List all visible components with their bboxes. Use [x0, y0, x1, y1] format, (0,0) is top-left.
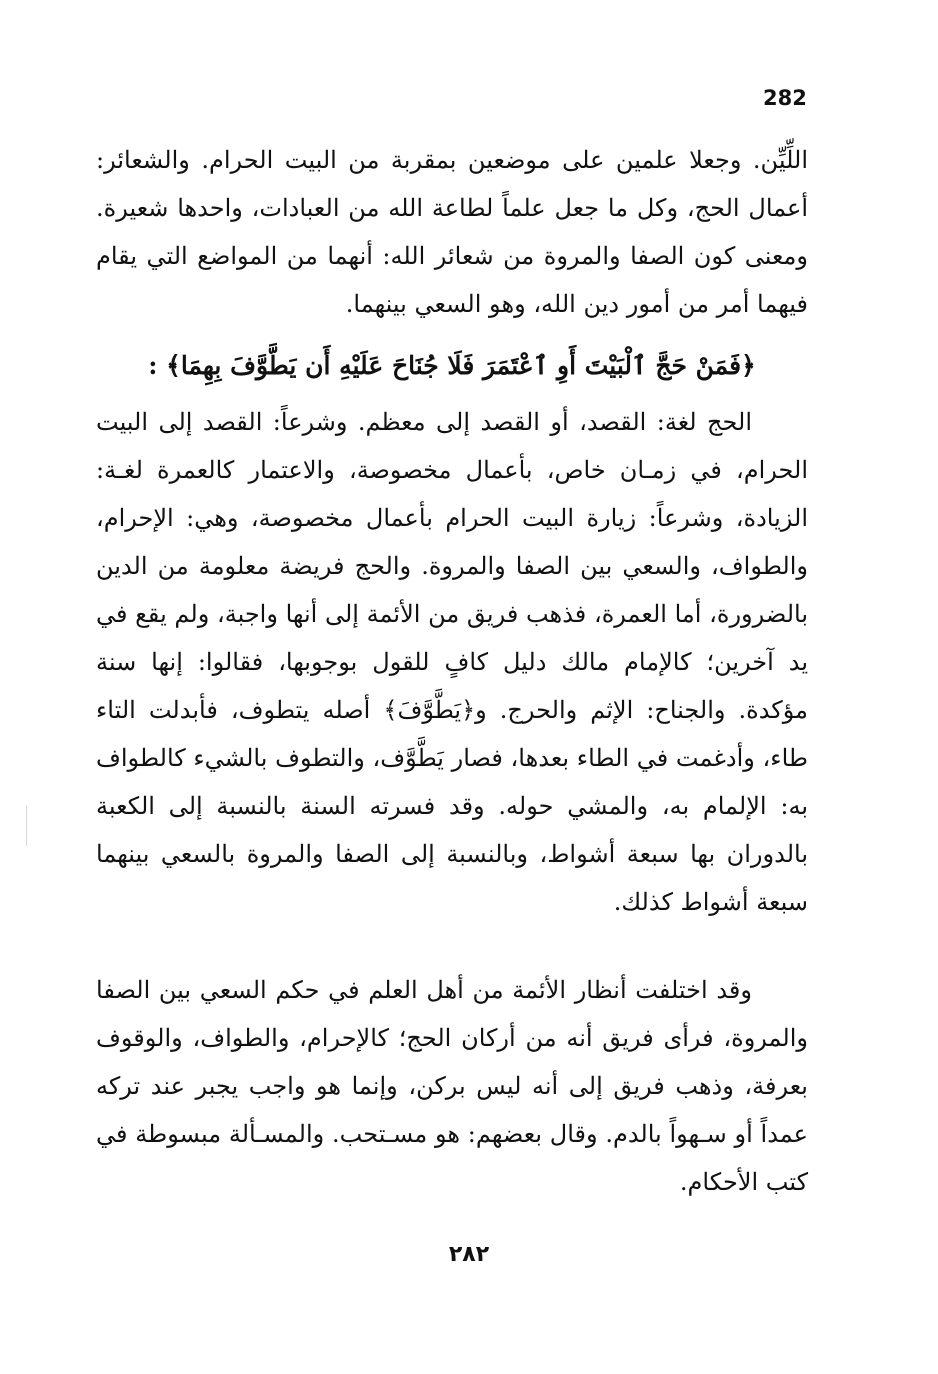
page-number-bottom: ٢٨٢ [448, 1242, 490, 1267]
margin-mark [26, 806, 27, 846]
paragraph-2: الحج لغة: القصد، أو القصد إلى معظم. وشرعاً: القصد إلى البيت الحرام، في زمـان خاص، بأعمال مخصوصة، والاعتمار كالعمرة لغـة: الزيادة، وشرعاً: زيارة البيت الحرام بأعمال مخصوصة، وهي: الإحرام، والطواف، والسعي بين الصفا والمروة. والحج فريضة معلومة من الدين بالضرورة، أما العمرة، فذهب فريق من الأئمة إلى أنها واجبة، ولم يقع في يد آخرين؛ كالإمام مالك دليل كافٍ للقول بوجوبها، فقالوا: إنها سنة مؤكدة. والجناح: الإثم والحرج. و﴿يَطَّوَّفَ﴾ أصله يتطوف، فأبدلت التاء طاء، وأدغمت في الطاء بعدها، فصار يَطَّوَّف، والتطوف بالشيء كالطواف به: الإلمام به، والمشي حوله. وقد فسرته السنة بالنسبة إلى الكعبة بالدوران بها سبعة أشواط، وبالنسبة إلى الصفا والمروة بالسعي بينهما سبعة أشواط كذلك. [96, 408, 808, 916]
paragraph-3: وقد اختلفت أنظار الأئمة من أهل العلم في حكم السعي بين الصفا والمروة، فرأى فريق أنه من أركان الحج؛ كالإحرام، والطواف، والوقوف بعرفة، وذهب فريق إلى أنه ليس بركن، وإنما هو واجب يجبر عند تركه عمداً أو سـهواً بالدم. وقال بعضهم: هو مسـتحب. والمسـألة مبسوطة في كتب الأحكام. [96, 976, 808, 1196]
verse-heading: ﴿فَمَنْ حَجَّ ٱلْبَيْتَ أَوِ ٱعْتَمَرَ فَلَا جُنَاحَ عَلَيْهِ أَن يَطَّوَّفَ بِهِمَا﴾ : [148, 351, 756, 380]
page-number-top: 282 [763, 86, 807, 110]
paragraph-1: اللِّيِّن. وجعلا علمين على موضعين بمقربة من البيت الحرام. والشعائر: أعمال الحج، وكل ما جعل علماً لطاعة الله من العبادات، واحدها شعيرة. ومعنى كون الصفا والمروة من شعائر الله: أنهما من المواضع التي يقام فيهما أمر من أمور دين الله، وهو السعي بينهما. [96, 146, 808, 318]
